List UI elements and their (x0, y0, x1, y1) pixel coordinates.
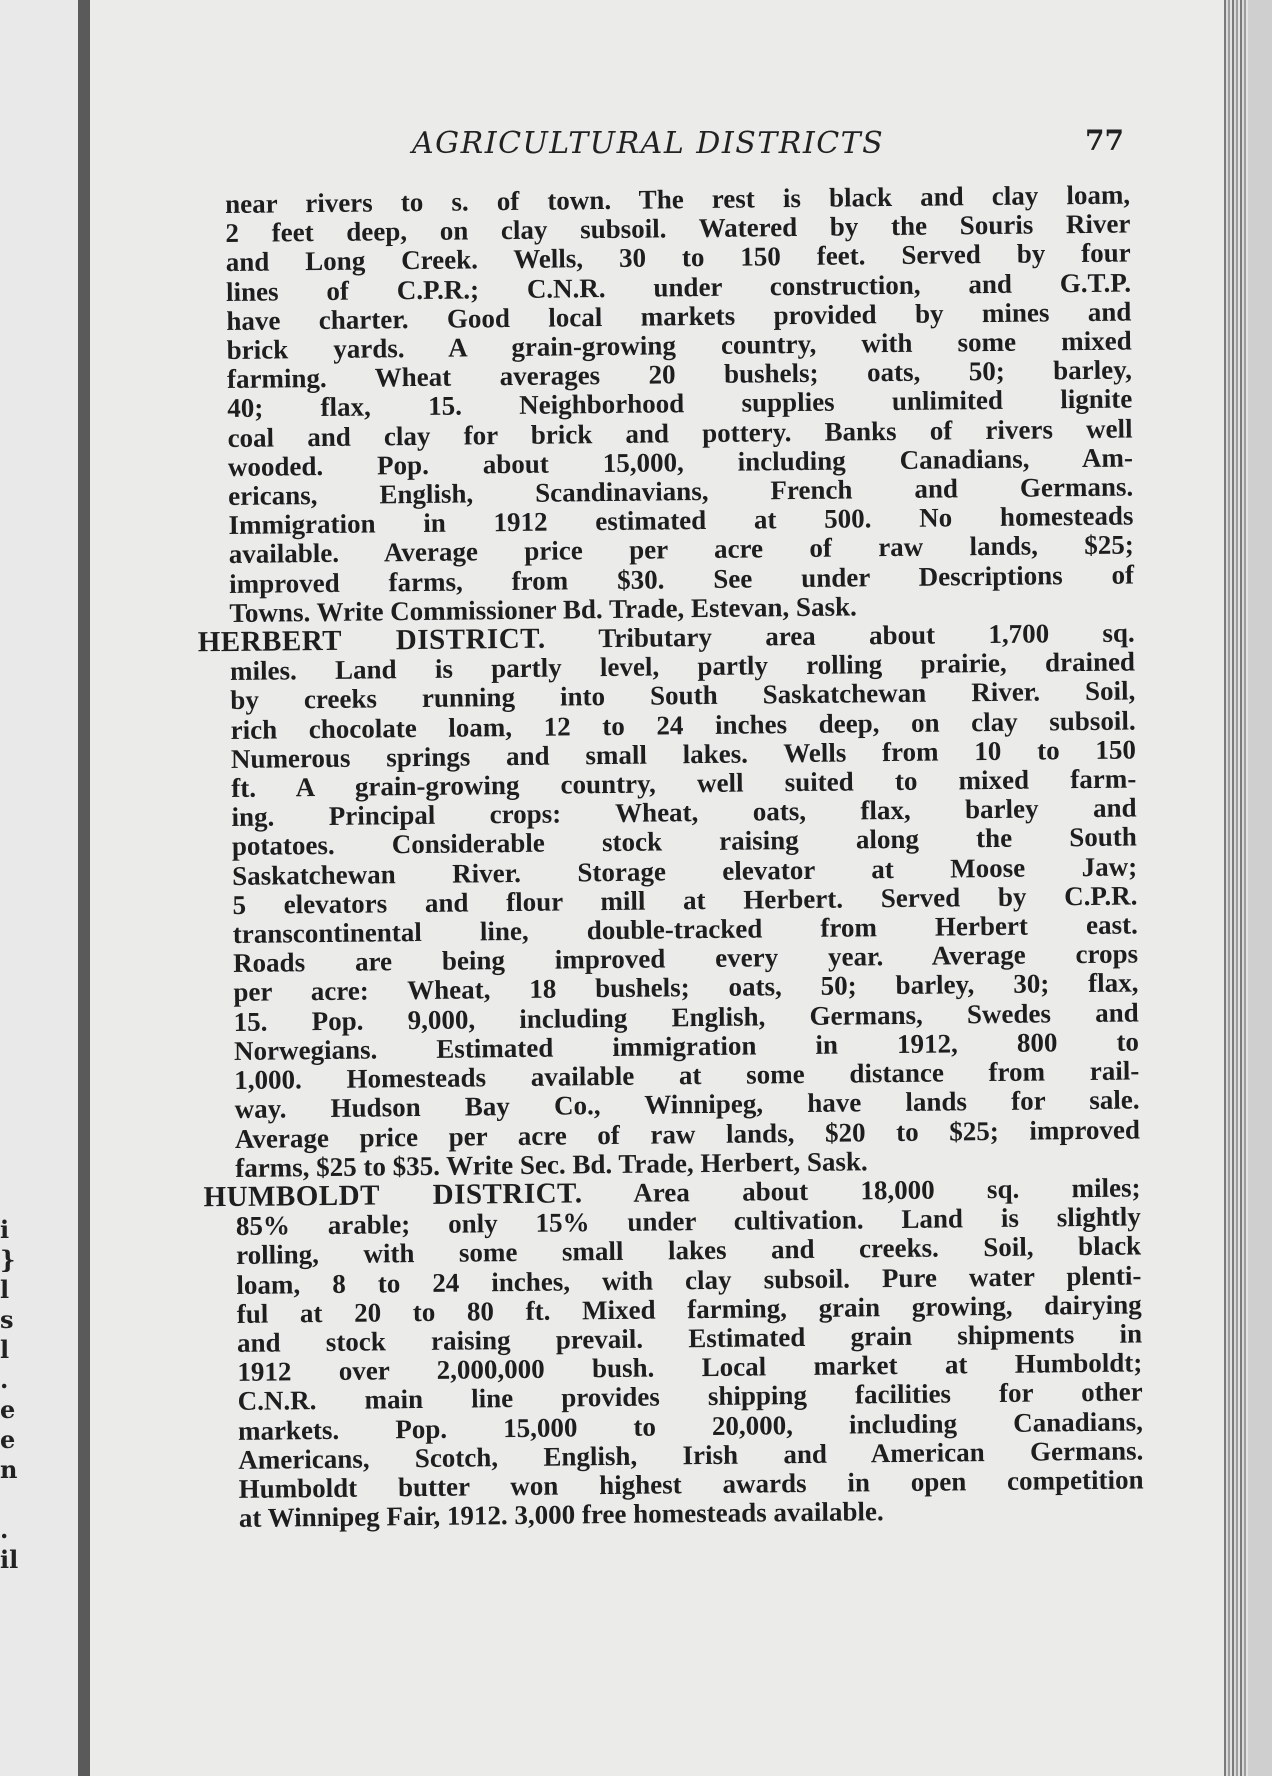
text-line: 5 elevators and flour mill at Herbert. Served by C.P.R. (232, 880, 1138, 920)
text-line: C.N.R. main line provides shipping facilities for other (237, 1376, 1143, 1417)
text-line: and Long Creek. Wells, 30 to 150 feet. Served by four (225, 237, 1131, 278)
text-line: farming. Wheat averages 20 bushels; oats, 50; barley, (226, 354, 1133, 395)
text-line: near rivers to s. of town. The rest is black and clay loam, (224, 179, 1131, 219)
district-heading: HERBERT DISTRICT. (197, 622, 546, 659)
text-line: at Winnipeg Fair, 1912. 3,000 free homesteads available. (238, 1496, 884, 1534)
text-line: loam, 8 to 24 inches, with clay subsoil. Pure water plenti- (236, 1259, 1142, 1300)
text-line: ericans, English, Scandinavians, French and Germans. (228, 471, 1134, 512)
text-line: rich chocolate loam, 12 to 24 inches deep, on clay subsoil. (230, 705, 1136, 745)
running-head: AGRICULTURAL DISTRICTS (412, 126, 885, 161)
page-edges (1224, 0, 1248, 1776)
text-line: Towns. Write Commissioner Bd. Trade, Estevan, Sask. (229, 591, 857, 628)
text-line: wooded. Pop. about 15,000, including Canadians, Am- (227, 442, 1134, 482)
binding-gutter (78, 0, 90, 1776)
text-line: ing. Principal crops: Wheat, oats, flax, barley and (231, 792, 1137, 833)
text-line: by creeks running into South Saskatchewan River. Soil, (230, 675, 1136, 716)
text-line: Saskatchewan River. Storage elevator at Moose Jaw; (232, 851, 1138, 891)
text-line: Americans, Scotch, English, Irish and American Germans. (238, 1435, 1144, 1475)
district-heading: HUMBOLDT DISTRICT. (203, 1177, 583, 1214)
estevan-continuation (225, 181, 1135, 628)
text-line: per acre: Wheat, 18 bushels; oats, 50; barley, 30; flax, (233, 967, 1139, 1008)
body-text (197, 179, 1144, 1534)
text-line: ful at 20 to 80 ft. Mixed farming, grain growing, dairying (236, 1289, 1142, 1329)
text-line: 1912 over 2,000,000 bush. Local market at Humboldt; (237, 1347, 1143, 1388)
text-line: 1,000. Homesteads available at some distance from rail- (234, 1055, 1140, 1096)
text-line: potatoes. Considerable stock raising along the South (231, 821, 1137, 862)
text-line: improved farms, from $30. See under Descriptions of (228, 559, 1135, 599)
text-line: markets. Pop. 15,000 to 20,000, including Canadians, (237, 1405, 1144, 1446)
facing-page (0, 0, 78, 1776)
text-line: have charter. Good local markets provided by mines and (226, 296, 1132, 336)
text-line: Norwegians. Estimated immigration in 1912, 800 to (233, 1026, 1140, 1066)
humboldt-district-entry (203, 1172, 1144, 1534)
text-line: Average price per acre of raw lands, $20 to $25; improved (234, 1113, 1141, 1154)
text-line: and stock raising prevail. Estimated grain shipments in (236, 1318, 1143, 1358)
text-line: rolling, with some small lakes and creeks. Soil, black (235, 1230, 1142, 1271)
text-line: Roads are being improved every year. Average crops (232, 938, 1139, 979)
text-line: Humboldt butter won highest awards in open competition (238, 1464, 1144, 1504)
text-line: way. Hudson Bay Co., Winnipeg, have lands for sale. (234, 1084, 1140, 1125)
text-line: 15. Pop. 9,000, including English, Germans, Swedes and (233, 997, 1139, 1037)
text-line: coal and clay for brick and pottery. Banks of rivers well (227, 413, 1133, 453)
text-line: miles. Land is partly level, partly rolling prairie, drained (229, 646, 1136, 687)
text-line: available. Average price per acre of raw lands, $25; (228, 529, 1134, 570)
text-line: farms, $25 to $35. Write Sec. Bd. Trade, Herbert, Sask. (235, 1146, 868, 1183)
text-line: lines of C.P.R.; C.N.R. under construction, and G.T.P. (225, 267, 1132, 307)
text-line: Numerous springs and small lakes. Wells from 10 to 150 (230, 734, 1137, 774)
text-line: Immigration in 1912 estimated at 500. No homesteads (228, 500, 1134, 541)
herbert-district-entry (197, 617, 1141, 1183)
text-line: 2 feet deep, on clay subsoil. Watered by the Souris River (225, 208, 1131, 249)
text-line: ft. A grain-growing country, well suited to mixed farm- (231, 763, 1137, 804)
text-line: 85% arable; only 15% under cultivation. Land is slightly (235, 1201, 1141, 1242)
page-number: 77 (1085, 124, 1124, 157)
facing-page-text-fragment: i } l s l . e e n . il (0, 1215, 19, 1574)
entry-first-line-text: Tributary area about 1,700 sq. (545, 617, 1135, 654)
text-line: brick yards. A grain-growing country, with some mixed (226, 325, 1132, 366)
entry-first-line-text: Area about 18,000 sq. miles; (582, 1172, 1141, 1209)
text-line: 40; flax, 15. Neighborhood supplies unlimited lignite (227, 383, 1133, 424)
text-line: transcontinental line, double-tracked from Herbert east. (232, 909, 1138, 950)
